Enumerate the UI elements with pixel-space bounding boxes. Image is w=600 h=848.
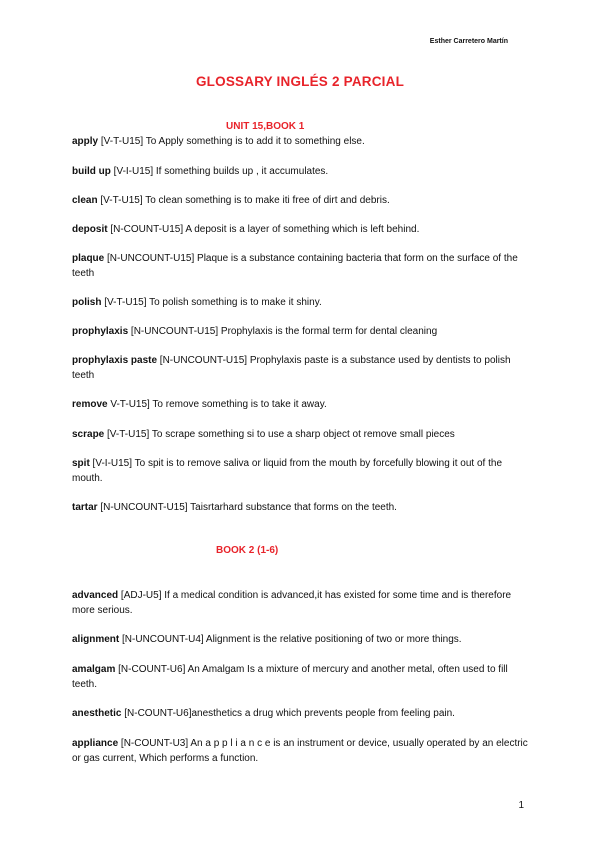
glossary-term: anesthetic [72, 708, 122, 719]
glossary-term: prophylaxis [72, 326, 129, 337]
glossary-definition: [N-COUNT-U3] An a p p l i a n c e is an instrument or device, usually operated by an electric or gas current, Which performs a function. [72, 738, 528, 764]
glossary-definition: [V-T-U15] To clean something is to make iti free of dirt and debris. [97, 195, 390, 206]
glossary-definition: [N-UNCOUNT-U15] Prophylaxis is the formal term for dental cleaning [128, 326, 438, 337]
glossary-entry-clean [72, 193, 532, 208]
glossary-definition: [N-UNCOUNT-U15] Plaque is a substance containing bacteria that form on the surface of the teeth [72, 253, 518, 279]
glossary-definition: [V-T-U15] To polish something is to make it shiny. [101, 297, 322, 308]
section-heading-book2: BOOK 2 (1-6) [216, 545, 279, 556]
glossary-term: deposit [72, 224, 108, 235]
glossary-entry-build-up [72, 164, 532, 179]
glossary-entry-apply [72, 134, 532, 149]
author-name: Esther Carretero Martín [429, 38, 508, 45]
glossary-entry-polish [72, 295, 532, 310]
glossary-term: spit [72, 458, 90, 469]
glossary-definition: [N-UNCOUNT-U15] Prophylaxis paste is a substance used by dentists to polish teeth [72, 355, 511, 381]
glossary-entry-plaque [72, 251, 532, 281]
glossary-definition: V-T-U15] To remove something is to take it away. [107, 399, 327, 410]
glossary-term: apply [72, 136, 99, 147]
page-number: 1 [518, 800, 524, 811]
glossary-entry-amalgam [72, 662, 532, 692]
glossary-definition: [V-T-U15] To scrape something si to use a sharp object ot remove small pieces [104, 429, 455, 440]
glossary-term: clean [72, 195, 98, 206]
glossary-term: alignment [72, 634, 120, 645]
glossary-term: build up [72, 166, 111, 177]
glossary-term: polish [72, 297, 102, 308]
glossary-entry-advanced [72, 588, 532, 618]
section-heading-unit15: UNIT 15,BOOK 1 [226, 121, 305, 132]
glossary-term: prophylaxis paste [72, 355, 158, 366]
glossary-entry-deposit [72, 222, 532, 237]
glossary-definition: [V-I-U15] If something builds up , it accumulates. [110, 166, 329, 177]
glossary-entry-prophylaxis-paste [72, 353, 532, 383]
glossary-term: plaque [72, 253, 105, 264]
glossary-entry-scrape [72, 427, 532, 442]
glossary-definition: [N-COUNT-U6] An Amalgam Is a mixture of mercury and another metal, often used to fill teeth. [72, 664, 508, 690]
glossary-entry-alignment [72, 632, 532, 647]
glossary-entry-anesthetic [72, 706, 532, 721]
glossary-term: amalgam [72, 664, 116, 675]
glossary-definition: [N-COUNT-U6]anesthetics a drug which prevents people from feeling pain. [121, 708, 455, 719]
glossary-definition: [N-UNCOUNT-U15] Taisrtarhard substance that forms on the teeth. [97, 502, 397, 513]
glossary-entry-prophylaxis [72, 324, 532, 339]
glossary-term: tartar [72, 502, 98, 513]
glossary-definition: [ADJ-U5] If a medical condition is advanced,it has existed for some time and is therefore more serious. [72, 590, 512, 616]
glossary-entry-remove [72, 397, 532, 412]
glossary-term: scrape [72, 429, 105, 440]
glossary-definition: [N-COUNT-U15] A deposit is a layer of something which is left behind. [107, 224, 420, 235]
glossary-entry-appliance [72, 736, 532, 766]
page-title: GLOSSARY INGLÉS 2 PARCIAL [195, 74, 405, 89]
glossary-entry-tartar [72, 500, 532, 515]
glossary-definition: [V-I-U15] To spit is to remove saliva or liquid from the mouth by forcefully blowing it out of the mouth. [72, 458, 503, 484]
glossary-definition: [N-UNCOUNT-U4] Alignment is the relative positioning of two or more things. [119, 634, 462, 645]
glossary-term: advanced [72, 590, 119, 601]
glossary-term: appliance [72, 738, 119, 749]
glossary-term: remove [72, 399, 108, 410]
glossary-definition: [V-T-U15] To Apply something is to add it to something else. [98, 136, 365, 147]
glossary-entry-spit [72, 456, 532, 486]
